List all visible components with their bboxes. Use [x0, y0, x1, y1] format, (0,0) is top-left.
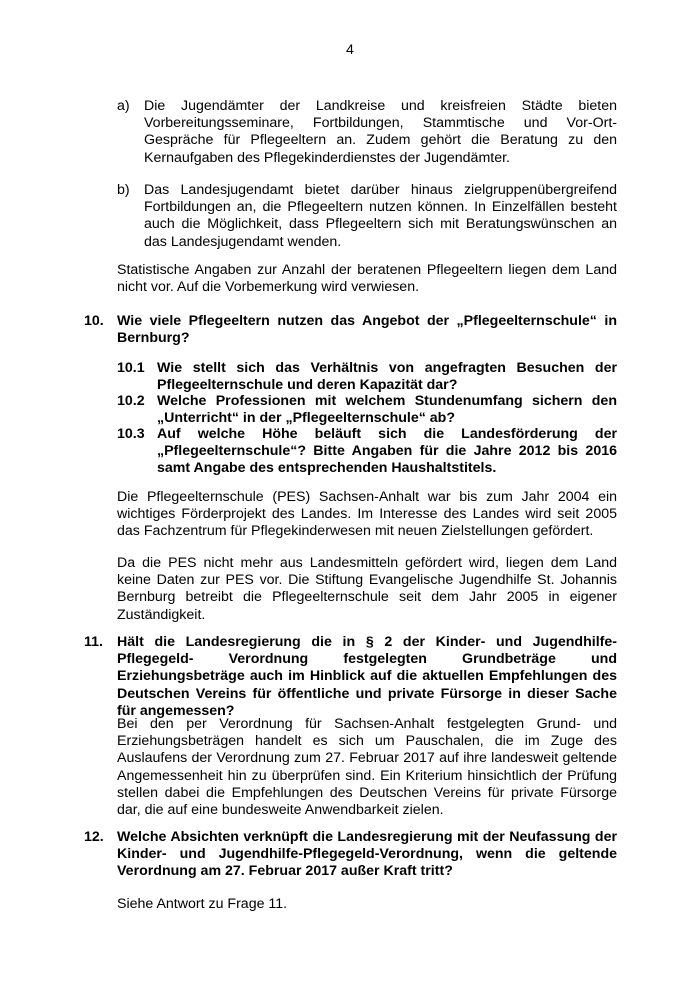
sub-question-10-1 — [117, 360, 617, 394]
sub-question-text: Wie stellt sich das Verhältnis von angefragten Besuchen der Pflegeelternschule und deren Kapazität dar? — [157, 360, 617, 394]
answer-10-paragraph-2: Da die PES nicht mehr aus Landesmitteln gefördert wird, liegen dem Land keine Daten zur PES vor. Die Stiftung Evangelische Jugendhilfe St. Johannis Bernburg betreibt die Pflegeelternschule seit dem Jahr 2005 in eigener Zuständigkeit. — [117, 555, 617, 623]
question-number: 11. — [84, 634, 103, 650]
answer-11: Bei den per Verordnung für Sachsen-Anhalt festgelegten Grund- und Erziehungsbeträgen handelt es sich um Pauschalen, die im Zuge des Auslaufens der Verordnung zum 27. Februar 2017 auf ihre landesweit geltende Angemessenheit hin zu überprüfen sind. Ein Kriterium hinsichtlich der Prüfung stellen dabei die Empfehlungen des Deutschen Vereins für private Fürsorge dar, die auf eine bundesweite Anwendbarkeit zielen. — [117, 716, 617, 819]
list-item-text: Das Landesjugendamt bietet darüber hinaus zielgruppenübergreifend Fortbildungen an, die Pflegeeltern nutzen können. In Einzelfällen besteht auch die Möglichkeit, dass Pflegeeltern sich mit Beratungswünschen an das Landesjugendamt wenden. — [144, 182, 617, 250]
question-text: Welche Absichten verknüpft die Landesregierung mit der Neufassung der Kinder- und Jugendhilfe-Pflegegeld-Verordnung, wenn die geltende Verordnung am 27. Februar 2017 außer Kraft tritt? — [117, 829, 617, 880]
question-text: Hält die Landesregierung die in § 2 der Kinder- und Jugendhilfe-Pflegegeld- Verordnung festgelegten Grundbeträge und Erziehungsbeträge auch im Hinblick auf die aktuellen Empfehlungen des Deutschen Vereins für öffentliche und private Fürsorge in dieser Sache für angemessen? — [117, 634, 617, 719]
answer-12: Siehe Antwort zu Frage 11. — [117, 896, 288, 912]
sub-question-number: 10.2 — [117, 393, 145, 409]
question-11 — [84, 634, 617, 720]
question-number: 12. — [84, 829, 104, 845]
answer-10-paragraph-1: Die Pflegeelternschule (PES) Sachsen-Anhalt war bis zum Jahr 2004 ein wichtiges Förderprojekt des Landes. Im Interesse des Landes wird seit 2005 das Fachzentrum für Pflegekinderwesen mit neuen Zielstellungen gefördert. — [117, 489, 617, 540]
sub-question-number: 10.1 — [117, 360, 145, 376]
question-text: Wie viele Pflegeeltern nutzen das Angebot der „Pflegeelternschule“ in Bernburg? — [117, 313, 617, 347]
list-item-a — [117, 98, 617, 167]
question-12 — [84, 829, 617, 881]
answer-9-closing: Statistische Angaben zur Anzahl der beratenen Pflegeeltern liegen dem Land nicht vor. Auf die Vorbemerkung wird verwiesen. — [117, 262, 617, 296]
page-number: 4 — [346, 42, 354, 58]
list-item-label: a) — [117, 98, 130, 114]
sub-question-10-2 — [117, 393, 617, 427]
sub-question-text: Auf welche Höhe beläuft sich die Landesförderung der „Pflegeelternschule“? Bitte Angaben für die Jahre 2012 bis 2016 samt Angabe des entsprechenden Haushaltstitels. — [157, 426, 617, 477]
list-item-label: b) — [117, 182, 130, 198]
question-10 — [84, 313, 617, 347]
sub-question-10-3 — [117, 426, 617, 478]
sub-question-number: 10.3 — [117, 426, 145, 442]
list-item-b — [117, 182, 617, 251]
list-item-text: Die Jugendämter der Landkreise und kreisfreien Städte bieten Vorbereitungsseminare, Fortbildungen, Stammtische und Vor-Ort-Gespräche für Pflegeeltern an. Zudem gehört die Beratung zu den Kernaufgaben des Pflegekinderdienstes der Jugendämter. — [144, 98, 617, 166]
sub-question-text: Welche Professionen mit welchem Stundenumfang sichern den „Unterricht“ in der „Pflegeelternschule“ ab? — [157, 393, 617, 427]
question-number: 10. — [84, 313, 104, 329]
